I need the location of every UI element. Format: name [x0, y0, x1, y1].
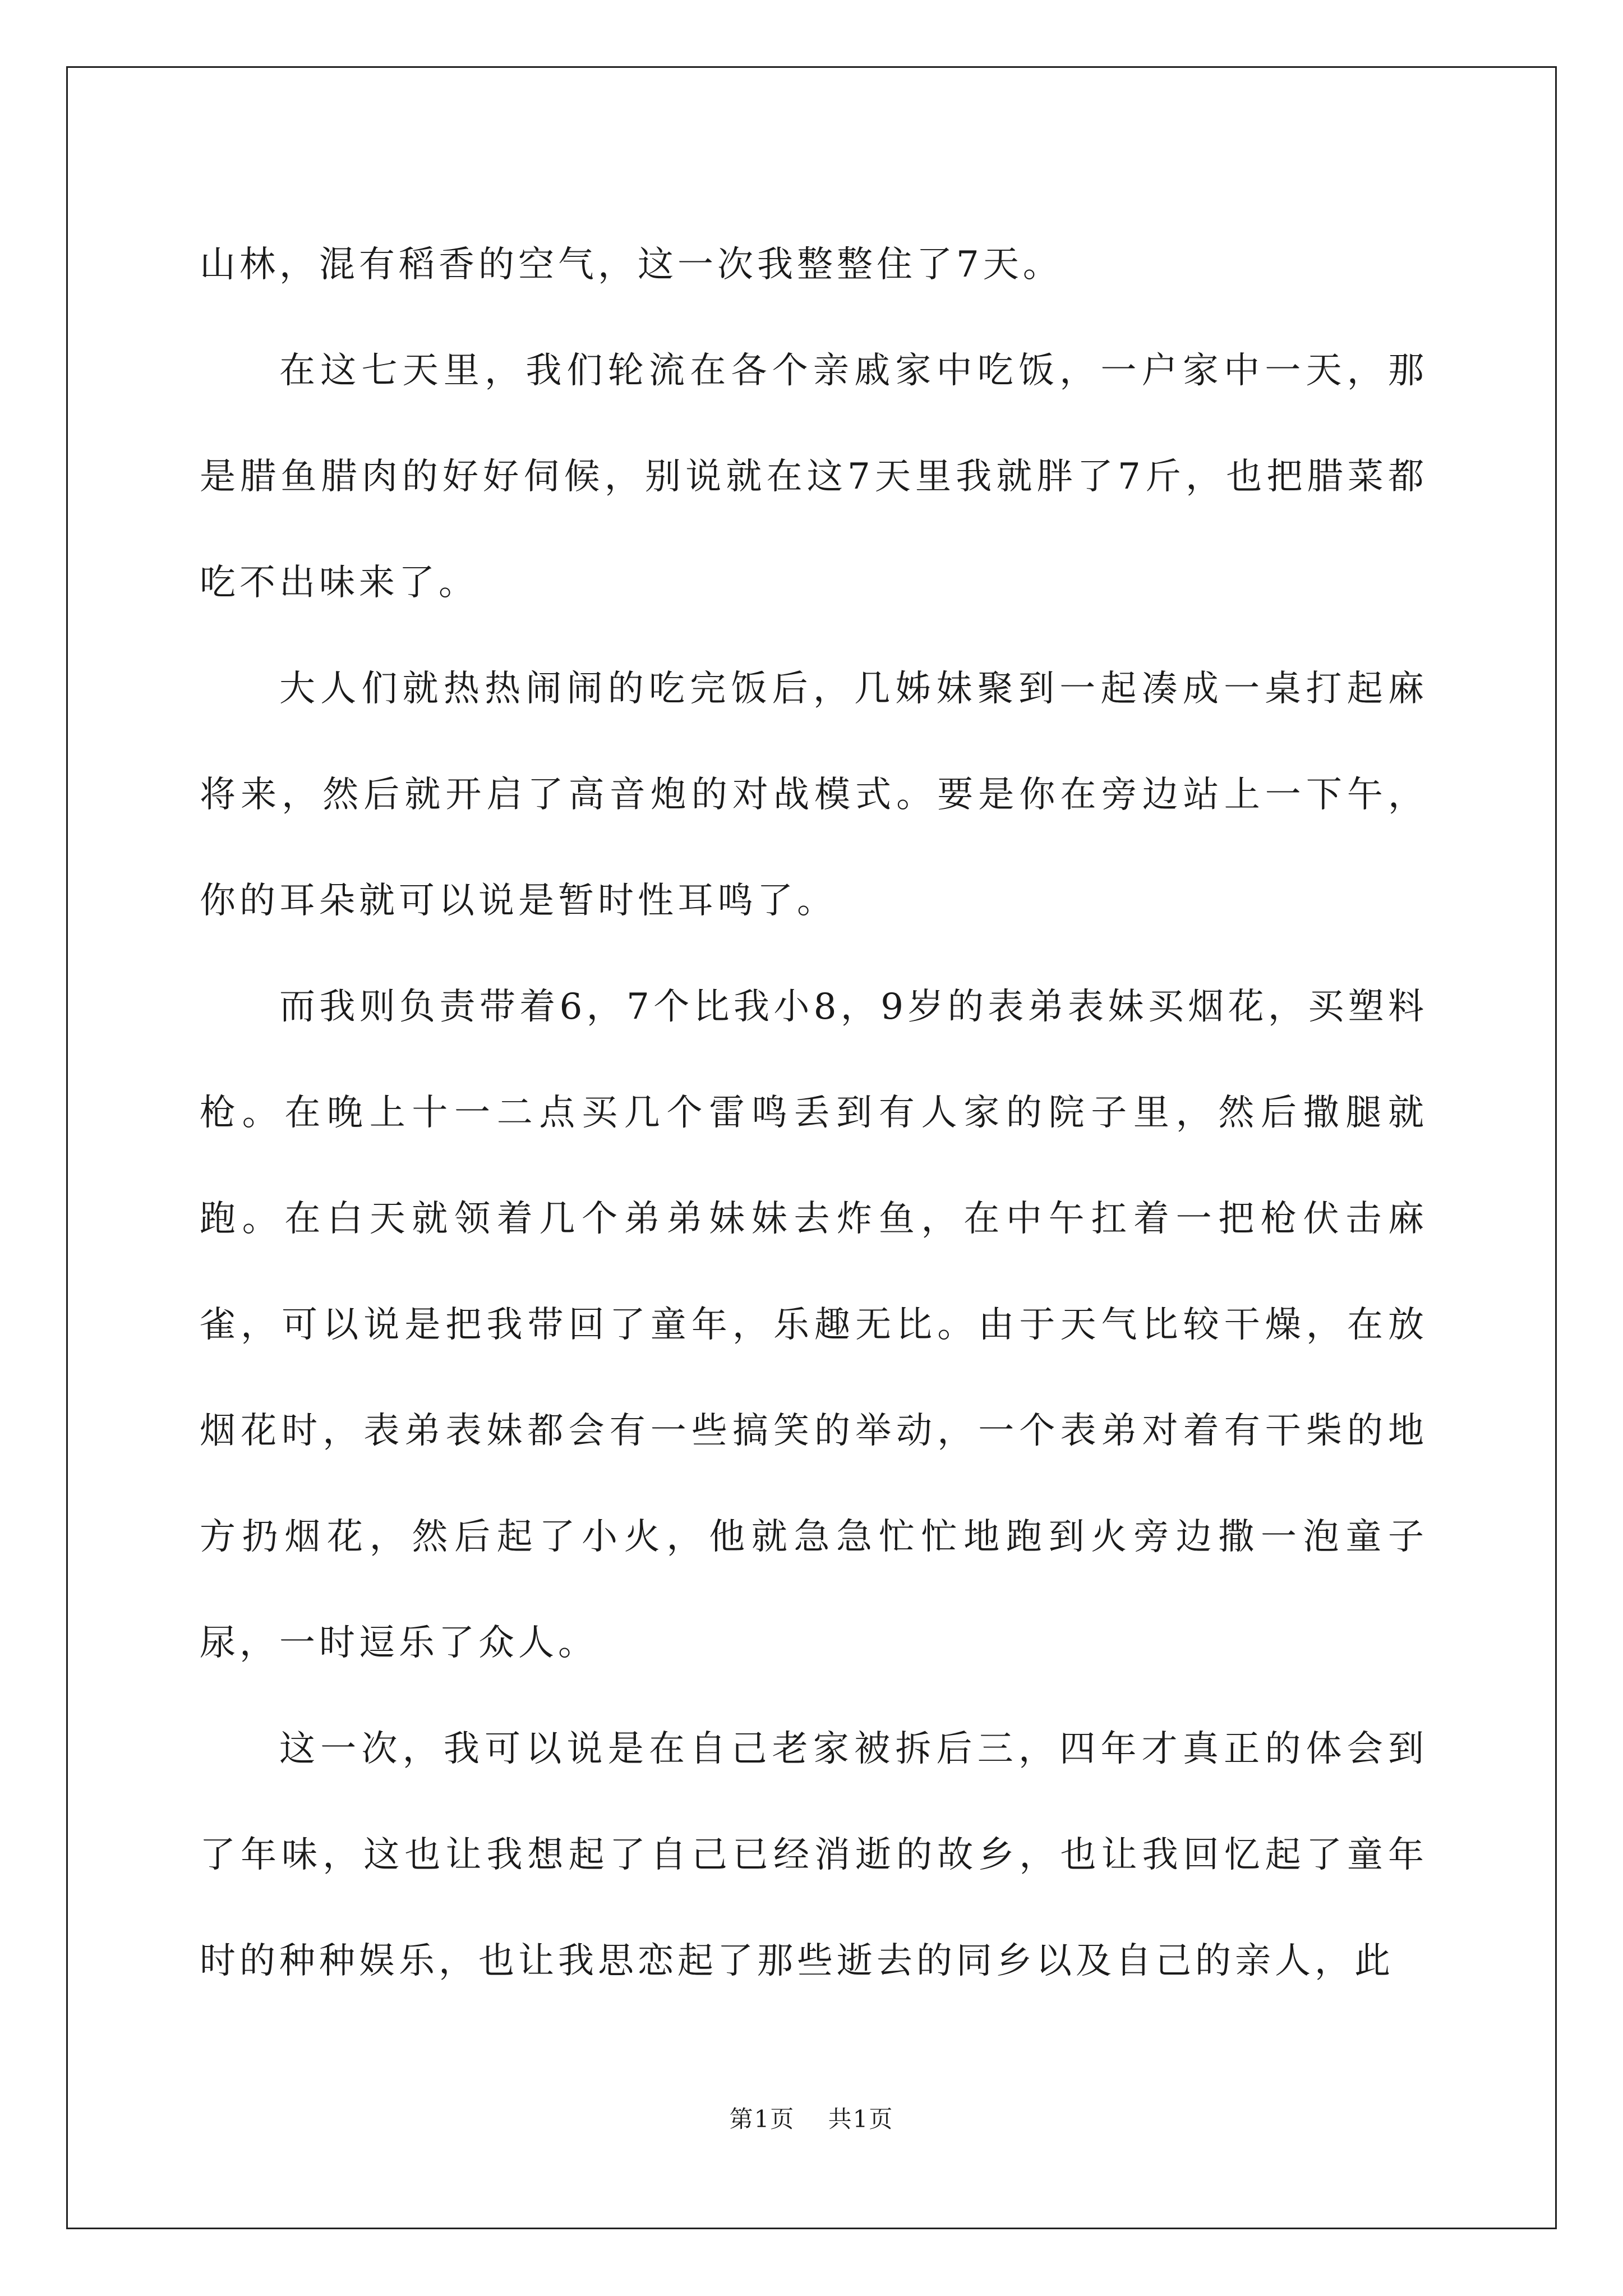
paragraph: 而我则负责带着6，7个比我小8，9岁的表弟表妹买烟花，买塑料枪。在晚上十一二点买几个雷鸣丢到有人家的院子里，然后撒腿就跑。在白天就领着几个弟弟妹妹去炸鱼，在中午扛着一把枪伏击麻雀，可以说是把我带回了童年，乐趣无比。由于天气比较干燥，在放烟花时，表弟表妹都会有一些搞笑的举动，一个表弟对着有干柴的地方扔烟花，然后起了小火，他就急急忙忙地跑到火旁边撒一泡童子尿，一时逗乐了众人。 [200, 986, 1428, 1664]
paragraph: 这一次，我可以说是在自己老家被拆后三，四年才真正的体会到了年味，这也让我想起了自己已经消逝的故乡，也让我回忆起了童年时的种种娱乐，也让我思恋起了那些逝去的同乡以及自己的亲人，此 [200, 1728, 1428, 1982]
paragraph: 在这七天里，我们轮流在各个亲戚家中吃饭，一户家中一天，那是腊鱼腊肉的好好伺候，别说就在这7天里我就胖了7斤，也把腊菜都吃不出味来了。 [200, 350, 1428, 604]
paragraph: 山林，混有稻香的空气，这一次我整整住了7天。 [200, 244, 1063, 286]
page-number: 第1页 [729, 2105, 795, 2133]
document-body [200, 212, 1428, 2014]
paragraph: 大人们就热热闹闹的吃完饭后，几姊妹聚到一起凑成一桌打起麻将来，然后就开启了高音炮的对战模式。要是你在旁边站上一下午，你的耳朵就可以说是暂时性耳鸣了。 [200, 668, 1428, 922]
page-total: 共1页 [828, 2105, 894, 2133]
page-footer [0, 2101, 1623, 2134]
